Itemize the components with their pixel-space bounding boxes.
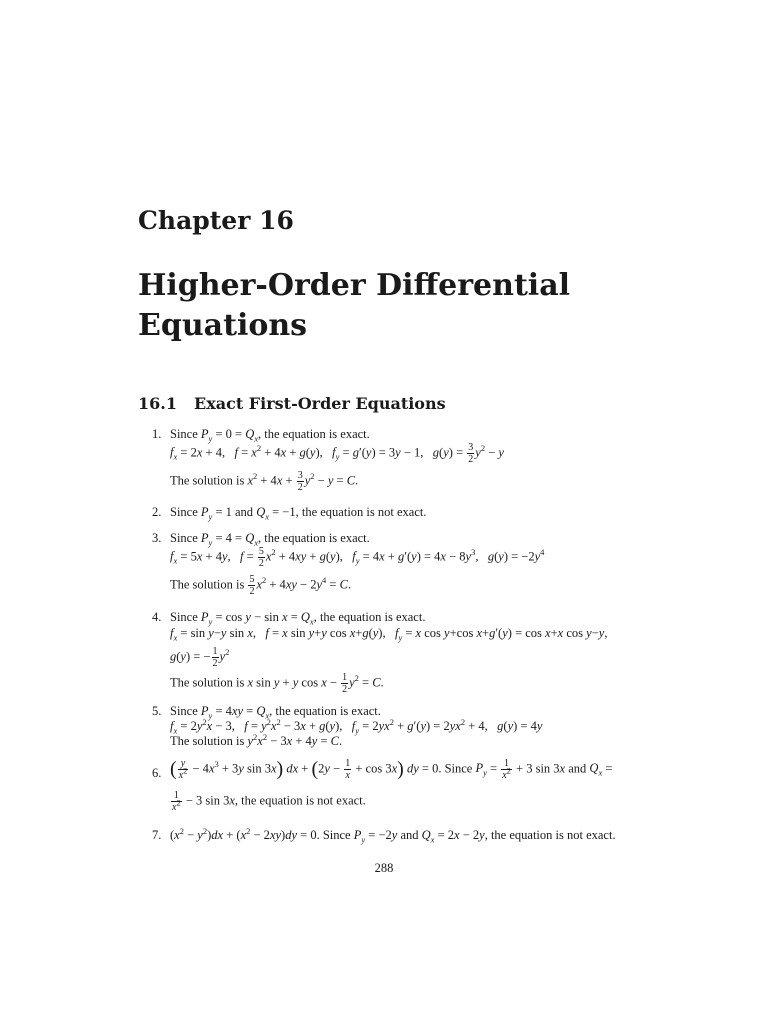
problem-4-number: 4. (152, 610, 162, 624)
problem-3-line-3: The solution is $\frac{5}{2}$ $x^2 + 4xy - 2y^4 = C$. (170, 574, 352, 597)
problem-3-number: 3. (152, 531, 162, 545)
chapter-title: Higher-Order Differential Equations (138, 268, 571, 343)
chapter-label: Chapter 16 (138, 206, 294, 235)
section-heading (138, 394, 446, 413)
problem-5-line-3: The solution is $y^2x^2 - 3x + 4y = C$. (170, 731, 343, 748)
problem-2-number: 2. (152, 505, 162, 519)
problem-6-line-2: $\frac{1}{x^2}$ − 3 sin 3x, the equation is not exact. (172, 790, 366, 813)
page-number: 288 (374, 861, 394, 875)
problem-6-number: 6. (152, 766, 162, 780)
problem-4-line-1: Since $P_y = \cos y - \sin x = Q_x$, the equation is exact. (170, 610, 426, 627)
problem-3-line-1: Since $P_y = 4 = Q_x$, the equation is exact. (170, 531, 370, 548)
problem-7-line-1: $(x^2 - y^2)dx + (x^2 - 2xy)dy = 0$. Since $P_y = -2y$ and $Q_x = 2x - 2y$, the equation is not exact. (170, 825, 616, 845)
problem-4-line-2: $f_x = \sin y-y$ sin x, f = x sin y+y cos x+g(y), $f_y = x$ cos y+cos x+g′(y) = cos x+x cos y−y, (170, 626, 608, 643)
problem-1-line-3: The solution is $x^2 + 4x$ + $\frac{3}{2}$ $y^2 - y = C$. (170, 470, 359, 493)
problem-5-line-2: $f_x = 2y^2x - 3$, $f = y^2x^2 - 3x + g(y)$, $f_y = 2yx^2 + g'(y) = 2yx^2 + 4$, g(y) = 4y (170, 716, 543, 736)
problem-4-line-3: g(y) = − $\frac{1}{2}$ $y^2$ (170, 646, 230, 669)
problem-6-line-1: ( $\frac{y}{x^2}$ − $4x^3 + 3y$ sin 3x) dx + (2y − $\frac{1}{x}$ + cos 3x) dy = 0. Since $P_y$ = $\frac{1}{x^2}$ + 3 sin 3x and $Q_x$ = (170, 758, 613, 781)
problem-4-line-4: The solution is x sin y + y cos x − $\frac{1}{2}$ $y^2 = C$. (170, 672, 384, 695)
problem-1-line-2: $f_x = 2x + 4$, $f = x^2 + 4x + g(y)$, $f_y = g'(y) = 3y - 1$, g(y) = $\frac{3}{2}$ $y^2 - y$ (170, 442, 504, 465)
problem-2-line-1: Since $P_y = 1$ and $Q_x = -1$, the equation is not exact. (170, 505, 427, 522)
problem-7-number: 7. (152, 828, 162, 842)
section-title: Exact First-Order Equations (194, 394, 446, 413)
problem-1-line-1: Since $P_y = 0 = Q_x$, the equation is exact. (170, 427, 370, 444)
problem-3-line-2: $f_x = 5x + 4y$, f = $\frac{5}{2}$ $x^2 + 4xy + g(y)$, $f_y = 4x + g'(y) = 4x - 8y^3$, $g(y) = -2y^4$ (170, 546, 545, 569)
section-number: 16.1 (138, 394, 177, 413)
problem-5-line-1: Since $P_y = 4xy = Q_x$, the equation is exact. (170, 704, 381, 721)
problem-1-number: 1. (152, 427, 162, 441)
problem-5-number: 5. (152, 704, 162, 718)
